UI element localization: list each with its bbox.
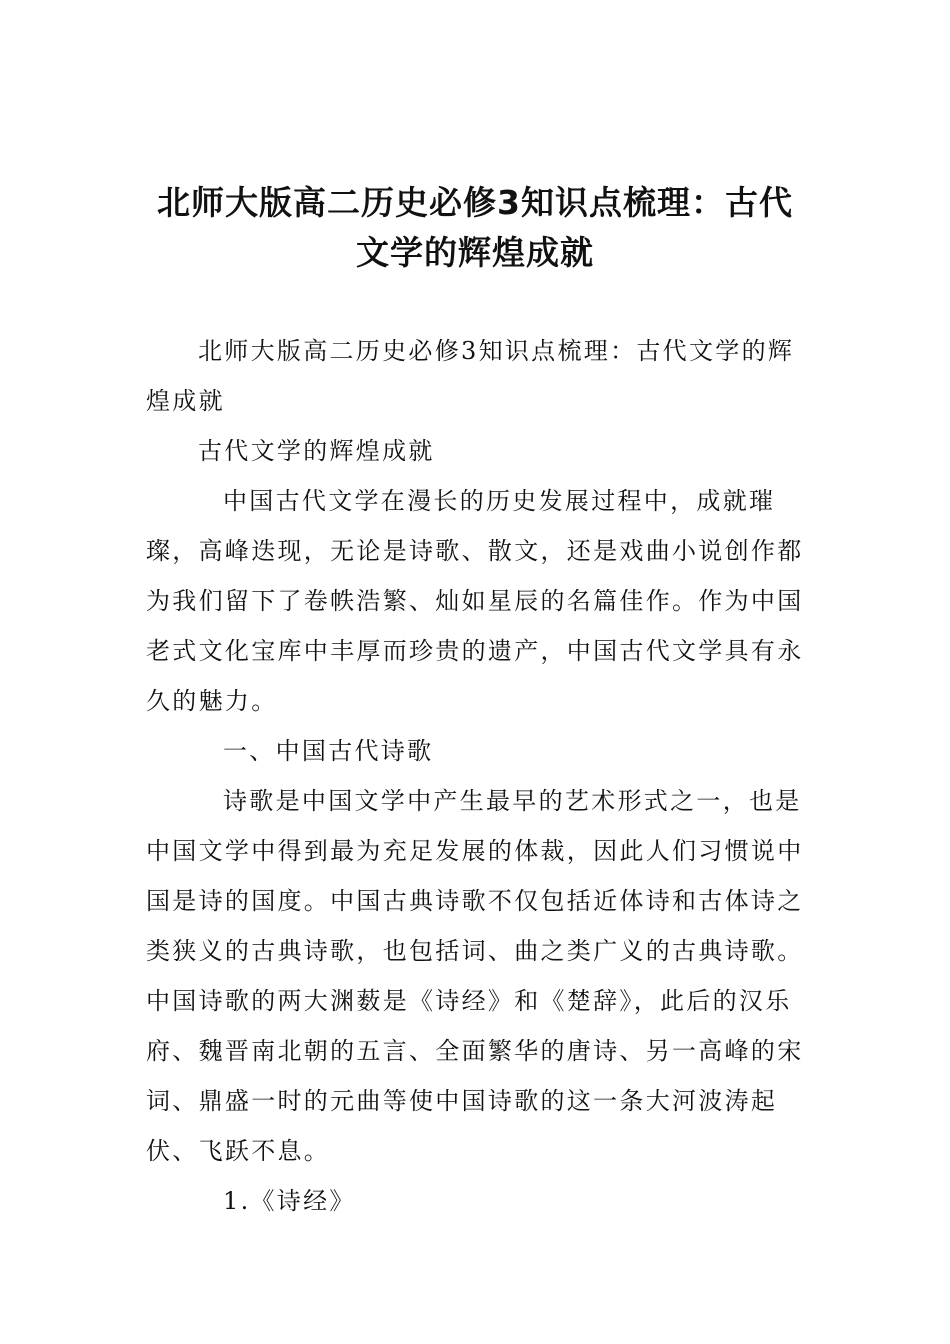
overview-paragraph: 中国古代文学在漫长的历史发展过程中，成就璀璨，高峰迭现，无论是诗歌、散文，还是戏曲小说创作都为我们留下了卷帙浩繁、灿如星辰的名篇佳作。作为中国老式文化宝库中丰厚而珍贵的遗产，中国古代文学具有永久的魅力。 (146, 487, 804, 715)
subsection-heading: 1.《诗经》 (223, 1187, 356, 1215)
document-body (146, 326, 811, 1226)
section-heading: 一、中国古代诗歌 (223, 737, 434, 765)
poetry-paragraph: 诗歌是中国文学中产生最早的艺术形式之一，也是中国文学中得到最为充足发展的体裁，因此人们习惯说中国是诗的国度。中国古典诗歌不仅包括近体诗和古体诗之类狭义的古典诗歌，也包括词、曲之类广义的古典诗歌。中国诗歌的两大渊薮是《诗经》和《楚辞》，此后的汉乐府、魏晋南北朝的五言、全面繁华的唐诗、另一高峰的宋词、鼎盛一时的元曲等使中国诗歌的这一条大河波涛起伏、飞跃不息。 (146, 787, 804, 1165)
subtitle-paragraph: 古代文学的辉煌成就 (198, 437, 435, 465)
document-title: 北师大版高二历史必修3知识点梳理：古代文学的辉煌成就 (157, 183, 793, 272)
intro-paragraph: 北师大版高二历史必修3知识点梳理：古代文学的辉煌成就 (146, 337, 795, 415)
